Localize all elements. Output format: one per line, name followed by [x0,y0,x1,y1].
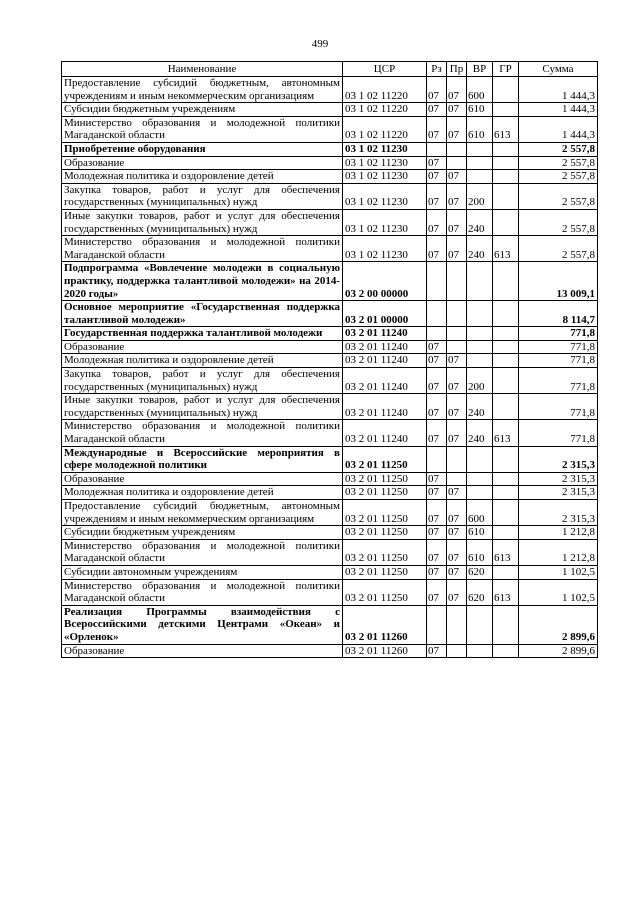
cell-sum: 2 315,3 [519,500,598,526]
cell-pr [447,301,467,327]
table-row [62,156,598,170]
cell-pr: 07 [447,565,467,579]
cell-vr: 240 [467,209,493,235]
cell-csr: 03 2 01 11240 [343,340,427,354]
cell-pr: 07 [447,486,467,500]
cell-pr [447,262,467,301]
cell-rz: 07 [427,486,447,500]
cell-csr: 03 2 01 11250 [343,526,427,540]
cell-csr: 03 2 01 11250 [343,579,427,605]
cell-pr [447,156,467,170]
cell-sum: 2 315,3 [519,472,598,486]
cell-sum: 2 557,8 [519,209,598,235]
cell-gr [493,103,519,117]
cell-pr: 07 [447,170,467,184]
cell-vr: 620 [467,565,493,579]
cell-gr: 613 [493,420,519,446]
cell-gr: 613 [493,579,519,605]
table-row [62,394,598,420]
cell-gr [493,446,519,472]
cell-csr: 03 1 02 11230 [343,209,427,235]
cell-vr [467,327,493,341]
table-body [62,77,598,658]
cell-vr: 610 [467,103,493,117]
cell-rz: 07 [427,644,447,658]
table-row [62,142,598,156]
table-row [62,539,598,565]
cell-vr [467,262,493,301]
table-row [62,340,598,354]
cell-sum: 2 557,8 [519,156,598,170]
cell-pr: 07 [447,420,467,446]
cell-name: Министерство образования и молодежной политики Магаданской области [62,539,343,565]
cell-pr: 07 [447,103,467,117]
cell-vr: 620 [467,579,493,605]
cell-pr [447,142,467,156]
cell-vr [467,142,493,156]
cell-gr [493,644,519,658]
cell-name: Образование [62,340,343,354]
cell-vr [467,472,493,486]
cell-sum: 2 899,6 [519,644,598,658]
cell-rz: 07 [427,156,447,170]
cell-gr [493,565,519,579]
cell-gr: 613 [493,539,519,565]
cell-rz: 07 [427,183,447,209]
cell-rz: 07 [427,103,447,117]
cell-sum: 1 102,5 [519,565,598,579]
cell-gr [493,262,519,301]
cell-sum: 771,8 [519,420,598,446]
table-row [62,579,598,605]
cell-pr: 07 [447,209,467,235]
table-header-row [62,62,598,77]
table-row [62,368,598,394]
cell-pr [447,340,467,354]
cell-vr [467,170,493,184]
cell-name: Министерство образования и молодежной политики Магаданской области [62,236,343,262]
cell-gr: 613 [493,116,519,142]
cell-gr [493,354,519,368]
cell-rz [427,446,447,472]
table-row [62,116,598,142]
cell-pr [447,327,467,341]
cell-csr: 03 1 02 11220 [343,77,427,103]
header-vr: ВР [467,62,493,77]
cell-csr: 03 1 02 11230 [343,236,427,262]
cell-csr: 03 2 00 00000 [343,262,427,301]
cell-rz: 07 [427,579,447,605]
table-row [62,486,598,500]
cell-sum: 1 444,3 [519,116,598,142]
cell-pr [447,446,467,472]
cell-sum: 8 114,7 [519,301,598,327]
table-row [62,301,598,327]
table-row [62,500,598,526]
cell-sum: 771,8 [519,354,598,368]
table-row [62,644,598,658]
cell-name: Молодежная политика и оздоровление детей [62,486,343,500]
header-pr: Пр [447,62,467,77]
cell-sum: 771,8 [519,368,598,394]
cell-name: Субсидии автономным учреждениям [62,565,343,579]
cell-sum: 1 212,8 [519,539,598,565]
cell-sum: 2 899,6 [519,605,598,644]
cell-pr: 07 [447,368,467,394]
table-row [62,526,598,540]
cell-name: Государственная поддержка талантливой молодежи [62,327,343,341]
cell-name: Предоставление субсидий бюджетным, автономным учреждениям и иным некоммерческим организациям [62,77,343,103]
cell-rz [427,301,447,327]
cell-vr [467,644,493,658]
cell-gr [493,394,519,420]
cell-rz: 07 [427,500,447,526]
cell-name: Закупка товаров, работ и услуг для обеспечения государственных (муниципальных) нужд [62,368,343,394]
cell-name: Подпрограмма «Вовлечение молодежи в социальную практику, поддержка талантливой молодежи» на 2014-2020 годы» [62,262,343,301]
cell-gr [493,77,519,103]
cell-rz: 07 [427,170,447,184]
cell-vr: 600 [467,500,493,526]
cell-rz: 07 [427,420,447,446]
cell-csr: 03 2 01 11240 [343,420,427,446]
header-sum: Сумма [519,62,598,77]
cell-vr: 240 [467,420,493,446]
header-gr: ГР [493,62,519,77]
table-row [62,446,598,472]
cell-sum: 1 102,5 [519,579,598,605]
cell-csr: 03 1 02 11230 [343,183,427,209]
cell-pr: 07 [447,579,467,605]
cell-gr [493,183,519,209]
cell-rz: 07 [427,526,447,540]
cell-rz: 07 [427,472,447,486]
cell-rz: 07 [427,236,447,262]
cell-name: Закупка товаров, работ и услуг для обеспечения государственных (муниципальных) нужд [62,183,343,209]
cell-csr: 03 1 02 11230 [343,156,427,170]
cell-name: Министерство образования и молодежной политики Магаданской области [62,420,343,446]
cell-name: Молодежная политика и оздоровление детей [62,354,343,368]
cell-csr: 03 1 02 11220 [343,116,427,142]
cell-csr: 03 1 02 11230 [343,142,427,156]
table-row [62,236,598,262]
cell-name: Молодежная политика и оздоровление детей [62,170,343,184]
table-row [62,209,598,235]
cell-vr [467,156,493,170]
cell-pr: 07 [447,354,467,368]
cell-gr: 613 [493,236,519,262]
cell-vr: 240 [467,394,493,420]
header-csr: ЦСР [343,62,427,77]
cell-name: Министерство образования и молодежной политики Магаданской области [62,579,343,605]
cell-sum: 2 315,3 [519,446,598,472]
cell-rz [427,142,447,156]
cell-sum: 2 315,3 [519,486,598,500]
cell-name: Реализация Программы взаимодействия с Всероссийскими детскими Центрами «Океан» и «Орленок» [62,605,343,644]
cell-rz: 07 [427,354,447,368]
cell-rz: 07 [427,565,447,579]
cell-rz: 07 [427,340,447,354]
cell-name: Основное мероприятие «Государственная поддержка талантливой молодежи» [62,301,343,327]
table-row [62,605,598,644]
cell-vr: 610 [467,526,493,540]
cell-csr: 03 1 02 11220 [343,103,427,117]
header-name: Наименование [62,62,343,77]
cell-sum: 13 009,1 [519,262,598,301]
cell-gr [493,605,519,644]
cell-csr: 03 2 01 11250 [343,565,427,579]
cell-gr [493,142,519,156]
cell-vr: 600 [467,77,493,103]
cell-sum: 2 557,8 [519,183,598,209]
cell-vr [467,340,493,354]
table-row [62,77,598,103]
cell-sum: 2 557,8 [519,170,598,184]
cell-vr [467,605,493,644]
cell-gr [493,156,519,170]
cell-gr [493,526,519,540]
cell-pr: 07 [447,500,467,526]
cell-gr [493,500,519,526]
cell-sum: 2 557,8 [519,142,598,156]
cell-csr: 03 2 01 11260 [343,644,427,658]
cell-gr [493,209,519,235]
cell-vr: 200 [467,368,493,394]
cell-rz: 07 [427,394,447,420]
cell-pr: 07 [447,394,467,420]
cell-vr: 240 [467,236,493,262]
cell-rz [427,262,447,301]
page-number: 499 [311,38,329,50]
cell-rz: 07 [427,368,447,394]
cell-name: Министерство образования и молодежной политики Магаданской области [62,116,343,142]
cell-sum: 2 557,8 [519,236,598,262]
cell-name: Субсидии бюджетным учреждениям [62,526,343,540]
cell-rz [427,327,447,341]
cell-pr [447,605,467,644]
cell-gr [493,301,519,327]
cell-csr: 03 2 01 11240 [343,354,427,368]
cell-gr [493,170,519,184]
cell-csr: 03 2 01 11260 [343,605,427,644]
cell-pr: 07 [447,116,467,142]
cell-csr: 03 1 02 11230 [343,170,427,184]
cell-sum: 1 444,3 [519,77,598,103]
cell-sum: 771,8 [519,327,598,341]
cell-pr [447,472,467,486]
cell-csr: 03 2 01 11250 [343,539,427,565]
cell-name: Образование [62,644,343,658]
cell-vr [467,301,493,327]
table-row [62,103,598,117]
table-row [62,420,598,446]
cell-pr: 07 [447,539,467,565]
cell-rz: 07 [427,209,447,235]
cell-rz: 07 [427,539,447,565]
cell-name: Субсидии бюджетным учреждениям [62,103,343,117]
header-rz: Рз [427,62,447,77]
cell-gr [493,486,519,500]
cell-vr [467,354,493,368]
cell-sum: 771,8 [519,394,598,420]
cell-csr: 03 2 01 11240 [343,394,427,420]
cell-name: Иные закупки товаров, работ и услуг для обеспечения государственных (муниципальных) нужд [62,394,343,420]
cell-rz [427,605,447,644]
cell-csr: 03 2 01 00000 [343,301,427,327]
cell-csr: 03 2 01 11240 [343,368,427,394]
cell-name: Иные закупки товаров, работ и услуг для обеспечения государственных (муниципальных) нужд [62,209,343,235]
cell-gr [493,368,519,394]
cell-csr: 03 2 01 11250 [343,446,427,472]
cell-sum: 771,8 [519,340,598,354]
cell-gr [493,472,519,486]
cell-csr: 03 2 01 11250 [343,486,427,500]
cell-name: Предоставление субсидий бюджетным, автономным учреждениям и иным некоммерческим организациям [62,500,343,526]
cell-name: Международные и Всероссийские мероприятия в сфере молодежной политики [62,446,343,472]
cell-vr [467,446,493,472]
table-row [62,472,598,486]
cell-rz: 07 [427,77,447,103]
table-row [62,327,598,341]
cell-pr: 07 [447,183,467,209]
cell-pr: 07 [447,526,467,540]
cell-sum: 1 212,8 [519,526,598,540]
cell-name: Приобретение оборудования [62,142,343,156]
table-row [62,170,598,184]
cell-csr: 03 2 01 11240 [343,327,427,341]
table-row [62,354,598,368]
cell-csr: 03 2 01 11250 [343,472,427,486]
cell-csr: 03 2 01 11250 [343,500,427,526]
cell-name: Образование [62,156,343,170]
cell-vr: 610 [467,116,493,142]
table-row [62,565,598,579]
cell-pr [447,644,467,658]
budget-table [61,61,598,658]
table-row [62,262,598,301]
cell-vr: 200 [467,183,493,209]
cell-gr [493,340,519,354]
table-row [62,183,598,209]
cell-name: Образование [62,472,343,486]
cell-gr [493,327,519,341]
cell-sum: 1 444,3 [519,103,598,117]
cell-vr [467,486,493,500]
cell-pr: 07 [447,236,467,262]
cell-pr: 07 [447,77,467,103]
cell-rz: 07 [427,116,447,142]
cell-vr: 610 [467,539,493,565]
